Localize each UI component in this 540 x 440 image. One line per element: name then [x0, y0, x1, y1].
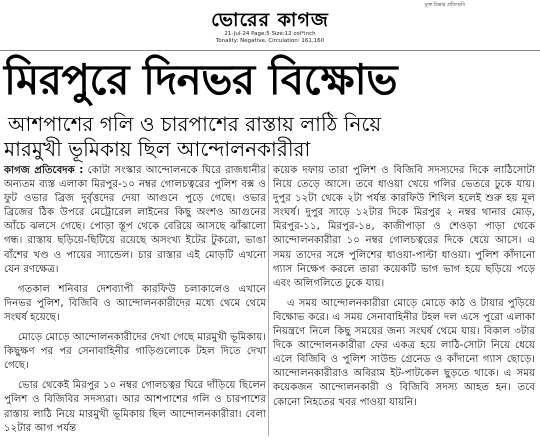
column-divider	[268, 164, 269, 436]
clipping-tonality-circulation: Tonality: Negative, Circulation: 161,160	[215, 37, 325, 44]
article-subheadline-line2: মারমুখী ভূমিকায় ছিল আন্দোলনকারীরা	[4, 137, 311, 161]
article-column-left	[4, 164, 266, 436]
article-paragraph: এ সময় আন্দোলনকারীরা মোড়ে মোড়ে কাঠ ও টায়ার পুড়িয়ে বিক্ষোভ করে। এ সময় সেনাবাহিনীর টহল দল এসে পুরো এলাকা নিয়ন্ত্রণে নিলে কিছু সময়ের জন্য সংঘর্ষ থেমে যায়। বিকাল ৩টার দিকে আন্দোলনকারীরা ফের একত্র হয়ে লাঠি-সোটা নিয়ে ধেয়ে এলে বিজিবি ও পুলিশ সাউন্ড গ্রেনেড ও কাঁদানো গ্যাস ছোড়ে। আন্দোলনকারীরাও অবিরাম ইট-পাটকেল ছুড়তে থাকে। এ সময় কয়েকজন আন্দোলনকারী ও বিজিবি সদস্য আহত হন। তবে কোনো নিহতের খবর পাওয়া যায়নি।	[273, 297, 535, 408]
newspaper-masthead	[0, 0, 540, 50]
article-paragraph	[4, 164, 266, 277]
article-paragraph: মোড়ে মোড়ে আন্দোলনকারীদের দেখা গেছে মারমুখী ভূমিকায়। কিছুক্ষণ পর পর সেনাবাহিনীর গাড়িগুলোকে টহল দিতে দেখা গেছে।	[4, 332, 266, 372]
newspaper-name: ভোরের কাগজ	[211, 9, 329, 31]
article-headline: মিরপুরে দিনভর বিক্ষোভ	[4, 55, 397, 104]
clipping-date-page: 21-Jul-24 Page:5 Size:12 col*inch	[224, 31, 316, 37]
article-paragraph: ভোর থেকেই মিরপুর ১০ নম্বর গোলচত্বর ঘিরে দাঁড়িয়ে ছিলেন পুলিশ ও বিজিবির সদস্যরা। আর আশপাশের গলি ও চারপাশের রাস্তায় লাঠি নিয়ে মারমুখী ভূমিকায় ছিল আন্দোলনকারীরা। বেলা ১২টার আগ পর্যন্ত	[4, 380, 266, 434]
masthead-tagline: মুক্ত চিন্তার প্রতিচ্ছবি	[424, 2, 465, 8]
article-paragraph: গতকাল শনিবার দেশব্যাপী কারফিউ চলাকালেও এখানে দিনভর পুলিশ, বিজিবি ও আন্দোলনকারীদের মধ্যে থেমে থেমে সংঘর্ষ হয়েছে।	[4, 283, 266, 323]
article-paragraph: কয়েক দফায় তারা পুলিশ ও বিজিবি সদস্যদের দিকে লাঠিসোটা নিয়ে তেড়ে আসে। তবে ধাওয়া খেয়ে গলির ভেতরে ঢুকে যায়। দুপুর ১২টা থেকে ২টা পর্যন্ত কারফিউ শিথিল হলেই শুরু হয় মূল সংঘর্ষ। দুপুর সাড়ে ১২টার দিকে মিরপুর ২ নম্বর থানার মোড়, মিরপুর-১১, মিরপুর-১৪, কাজীপাড়া ও শেওড়া পাড়া থেকে আন্দোলনকারীরা ১০ নম্বর গোলচত্বরের দিকে ধেয়ে আসে। এ সময় তাদের সঙ্গে পুলিশের ধাওয়া-পাল্টা ধাওয়া। পুলিশ কাঁদানো গ্যাস নিক্ষেপ করলে তারা কয়েকটি ভাগ ভাগ হয়ে ছড়িয়ে পড়ে এবং অলিগলিতে ঢুকে যায়।	[273, 165, 535, 289]
article-subheadline-line1: আশপাশের গলি ও চারপাশের রাস্তায় লাঠি নিয়ে	[8, 112, 382, 136]
article-column-right	[273, 164, 535, 410]
paragraph-text: কোটা সংস্কার আন্দোলনকে ঘিরে রাজধানীর অন্যতম ব্যস্ত এলাকা মিরপুর-১০ নম্বর গোলচত্বরের পুলিশ বক্স ও ফুট ওভার ব্রিজ দুর্বৃত্তদের দেয়া আগুনে পুড়ে গেছে। ওভার ব্রিজের ঠিক উপরে মেট্রোরেল লাইনের কিছু অংশও আগুনের আঁচে ঝলসে গেছে। পোড়া স্তূপ থেকে বেরিয়ে আসছে ঝাঁঝালো গন্ধ। রাস্তায় ছড়িয়ে-ছিটিয়ে রয়েছে অসংখ্য ইটের টুকরো, ভাঙা বাঁশের খণ্ড ও পায়ের স্যান্ডেল। চার রাস্তার এই মোড়টি এখনো যেন রণক্ষেত্র।	[4, 165, 266, 275]
article-byline: কাগজ প্রতিবেদক :	[4, 165, 84, 176]
clipping-metadata	[0, 31, 540, 44]
masthead-divider	[0, 50, 540, 51]
